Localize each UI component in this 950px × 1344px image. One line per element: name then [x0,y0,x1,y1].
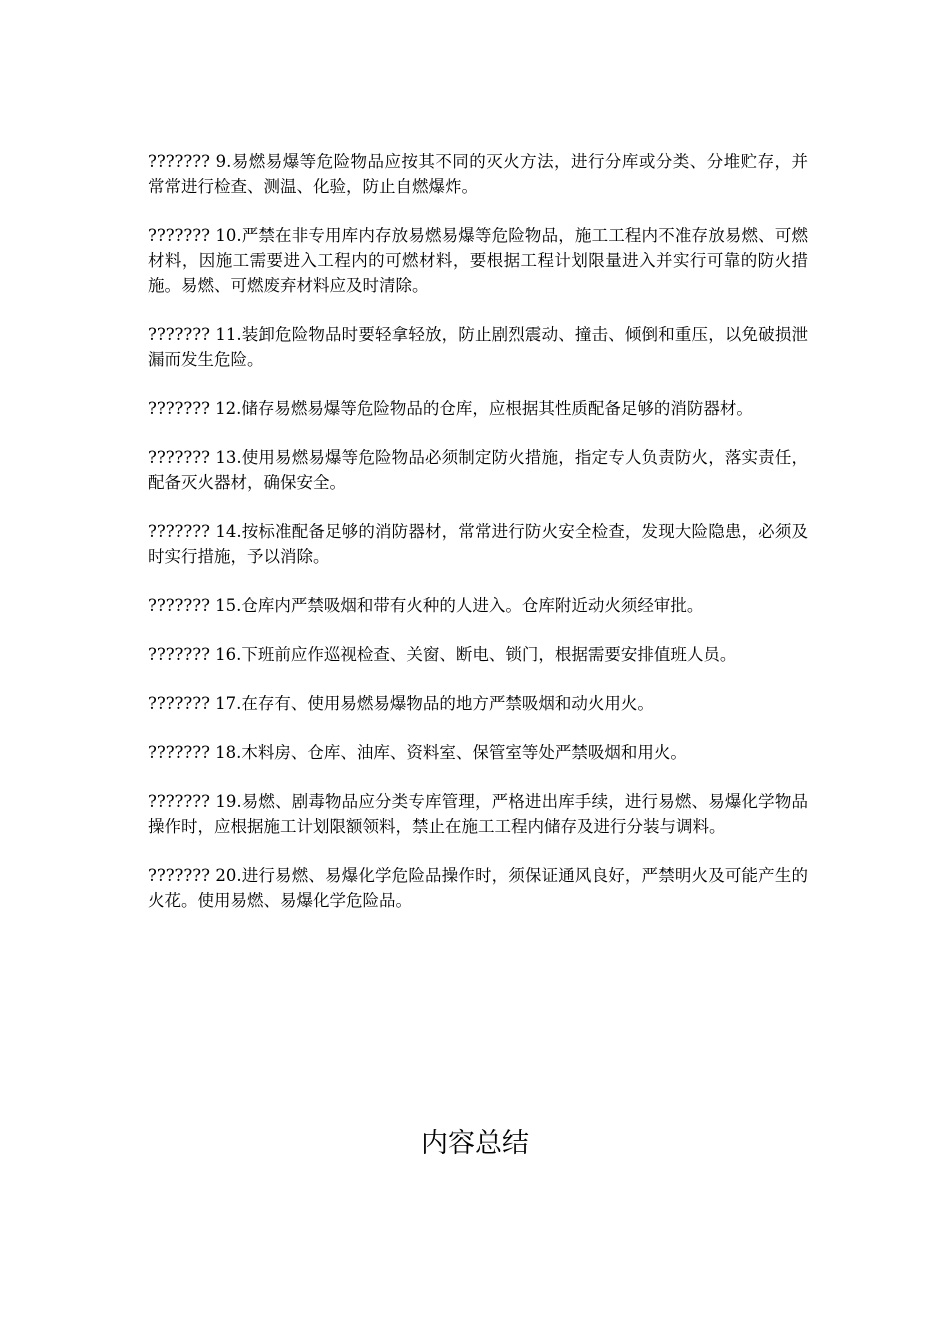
paragraph-item-15: ??????? 15.仓库内严禁吸烟和带有火种的人进入。仓库附近动火须经审批。 [148,596,704,615]
paragraph-item-13: ??????? 13.使用易燃易爆等危险物品必须制定防火措施，指定专人负责防火，落实责任，配备灭火器材，确保安全。 [148,448,808,492]
paragraph-item-9: ??????? 9.易燃易爆等危险物品应按其不同的灭火方法，进行分库或分类、分堆贮存，并常常进行检查、测温、化验，防止自燃爆炸。 [148,152,808,196]
paragraph-item-14: ??????? 14.按标准配备足够的消防器材，常常进行防火安全检查，发现大险隐患，必须及时实行措施，予以消除。 [148,522,808,566]
paragraph-item-12: ??????? 12.储存易燃易爆等危险物品的仓库，应根据其性质配备足够的消防器材。 [148,399,753,418]
paragraph-item-19: ??????? 19.易燃、剧毒物品应分类专库管理，严格进出库手续，进行易燃、易爆化学物品操作时，应根据施工计划限额领料，禁止在施工工程内储存及进行分装与调料。 [148,792,808,836]
paragraph-item-17: ??????? 17.在存有、使用易燃易爆物品的地方严禁吸烟和动火用火。 [148,694,654,713]
summary-heading: 内容总结 [421,1128,529,1159]
paragraph-item-10: ??????? 10.严禁在非专用库内存放易燃易爆等危险物品，施工工程内不准存放易燃、可燃材料，因施工需要进入工程内的可燃材料，要根据工程计划限量进入并实行可靠的防火措施。易燃、可燃废弃材料应及时清除。 [148,226,808,295]
document-body [148,149,808,937]
paragraph-item-18: ??????? 18.木料房、仓库、油库、资料室、保管室等处严禁吸烟和用火。 [148,743,687,762]
paragraph-item-16: ??????? 16.下班前应作巡视检查、关窗、断电、锁门，根据需要安排值班人员。 [148,645,737,664]
paragraph-item-11: ??????? 11.装卸危险物品时要轻拿轻放，防止剧烈震动、撞击、倾倒和重压，以免破损泄漏而发生危险。 [148,325,808,369]
paragraph-item-20: ??????? 20.进行易燃、易爆化学危险品操作时，须保证通风良好，严禁明火及可能产生的火花。使用易燃、易爆化学危险品。 [148,866,808,910]
